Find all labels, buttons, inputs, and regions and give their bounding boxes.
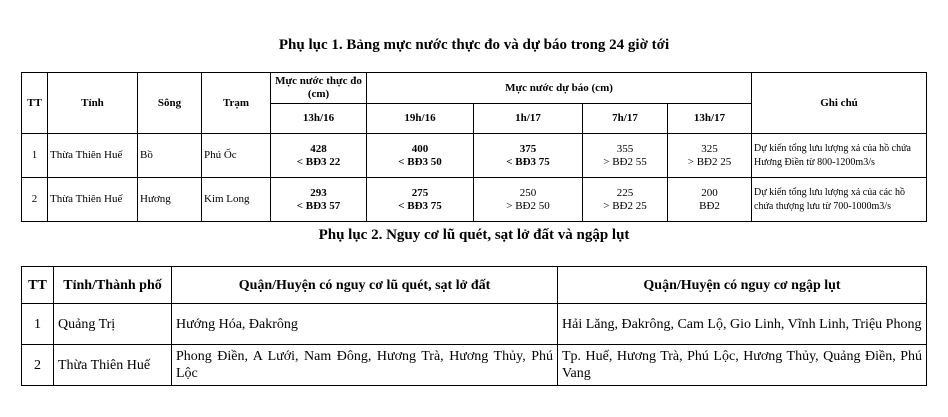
header-province: Tỉnh	[48, 73, 138, 134]
appendix-1-title: Phụ lục 1. Bảng mực nước thực đo và dự báo trong 24 giờ tới	[278, 37, 670, 53]
water-level-table	[21, 72, 927, 222]
row-note: Dự kiến tổng lưu lượng xả của các hồ chứa thượng lưu từ 700-1000m3/s	[752, 178, 927, 222]
header-inundation: Quận/Huyện có nguy cơ ngập lụt	[558, 267, 927, 304]
value: 325	[701, 142, 718, 155]
row-tt: 2	[22, 345, 54, 386]
value: 250	[519, 186, 537, 199]
measured-value	[271, 134, 367, 178]
forecast-value	[668, 134, 752, 178]
row-province: Thừa Thiên Huế	[48, 134, 138, 178]
forecast-value	[474, 134, 583, 178]
alert-level: BĐ2	[699, 199, 720, 212]
alert-level: > BĐ2 55	[603, 155, 647, 168]
forecast-value	[367, 134, 474, 178]
header-time: 13h/16	[271, 104, 367, 134]
row-tt: 1	[22, 304, 54, 345]
alert-level: < BĐ3 50	[398, 155, 442, 168]
row-province: Quảng Trị	[54, 304, 172, 345]
header-time: 19h/16	[367, 104, 474, 134]
row-province: Thừa Thiên Huế	[54, 345, 172, 386]
measured-value	[271, 178, 367, 222]
alert-level: < BĐ3 75	[398, 199, 442, 212]
header-measured: Mực nước thực đo (cm)	[271, 73, 367, 104]
row-inundation-districts: Tp. Huế, Hương Trà, Phú Lộc, Hương Thủy, Quảng Điền, Phú Vang	[558, 345, 927, 386]
value: 225	[616, 186, 634, 199]
alert-level: > BĐ2 25	[687, 155, 732, 168]
appendix-2-title: Phụ lục 2. Nguy cơ lũ quét, sạt lở đất và ngập lụt	[318, 227, 630, 243]
alert-level: < BĐ3 57	[296, 199, 341, 212]
row-inundation-districts: Hải Lăng, Đakrông, Cam Lộ, Gio Linh, Vĩnh Linh, Triệu Phong	[558, 304, 927, 345]
header-time: 7h/17	[583, 104, 668, 134]
alert-level: < BĐ3 22	[296, 155, 341, 168]
forecast-value	[583, 134, 668, 178]
table2-header-row	[22, 267, 927, 304]
header-time: 1h/17	[474, 104, 583, 134]
alert-level: > BĐ2 25	[603, 199, 647, 212]
header-forecast: Mực nước dự báo (cm)	[367, 73, 752, 104]
row-flash-flood-districts: Phong Điền, A Lưới, Nam Đông, Hương Trà, Hương Thủy, Phú Lộc	[172, 345, 558, 386]
header-tt: TT	[22, 73, 48, 134]
table-row	[22, 134, 927, 178]
value: 275	[411, 186, 429, 199]
alert-level: > BĐ2 50	[506, 199, 550, 212]
row-tt: 1	[22, 134, 48, 178]
flood-risk-table	[21, 266, 927, 386]
forecast-value	[367, 178, 474, 222]
forecast-value	[474, 178, 583, 222]
row-note: Dự kiến tổng lưu lượng xả của hồ chứa Hương Điền từ 800-1200m3/s	[752, 134, 927, 178]
row-tt: 2	[22, 178, 48, 222]
value: 375	[519, 142, 537, 155]
value: 293	[310, 186, 327, 199]
value: 200	[701, 186, 718, 199]
row-flash-flood-districts: Hướng Hóa, Đakrông	[172, 304, 558, 345]
header-river: Sông	[138, 73, 202, 134]
value: 355	[616, 142, 634, 155]
forecast-value	[668, 178, 752, 222]
value: 428	[310, 142, 327, 155]
forecast-value	[583, 178, 668, 222]
header-station: Trạm	[202, 73, 271, 134]
alert-level: < BĐ3 75	[506, 155, 550, 168]
row-station: Phú Ốc	[202, 134, 271, 178]
header-province-city: Tỉnh/Thành phố	[54, 267, 172, 304]
row-river: Bồ	[138, 134, 202, 178]
header-time: 13h/17	[668, 104, 752, 134]
table-row	[22, 345, 927, 386]
header-flash-flood-landslide: Quận/Huyện có nguy cơ lũ quét, sạt lở đất	[172, 267, 558, 304]
table-row	[22, 178, 927, 222]
row-station: Kim Long	[202, 178, 271, 222]
header-notes: Ghi chú	[752, 73, 927, 134]
row-province: Thừa Thiên Huế	[48, 178, 138, 222]
header-tt: TT	[22, 267, 54, 304]
table-row	[22, 304, 927, 345]
row-river: Hương	[138, 178, 202, 222]
table1-header-row	[22, 73, 927, 104]
value: 400	[411, 142, 429, 155]
